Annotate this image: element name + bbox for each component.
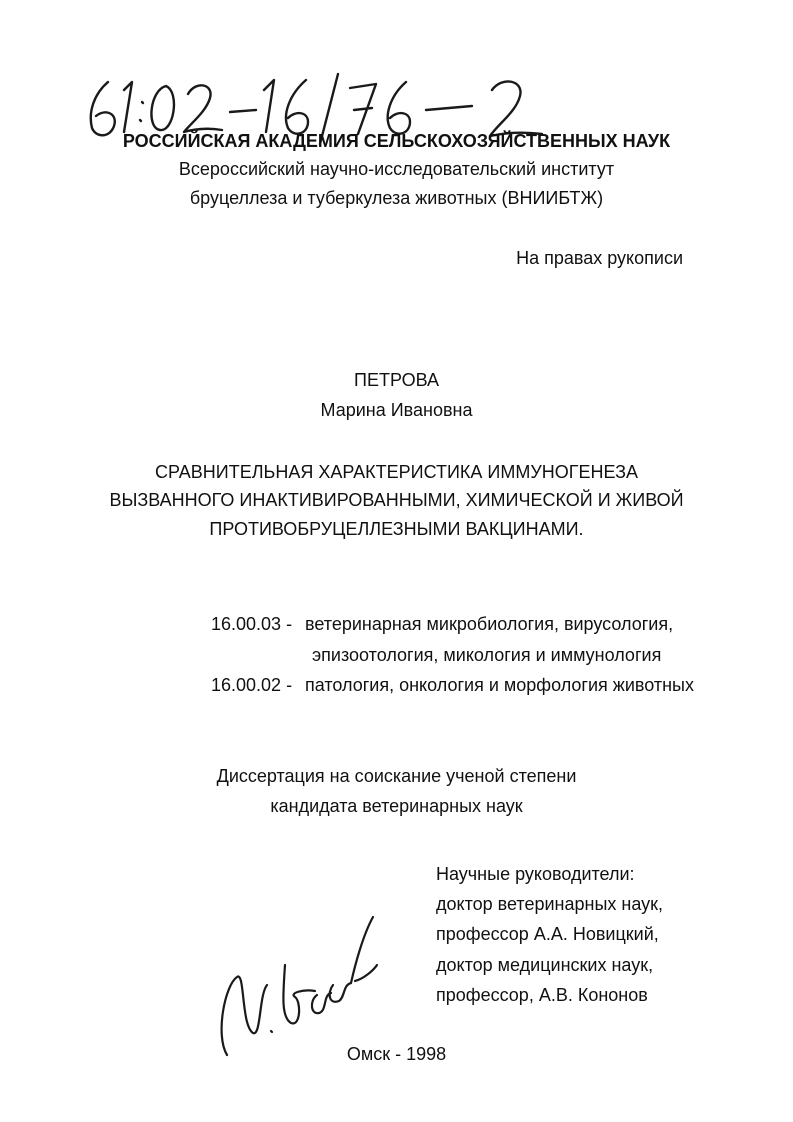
degree-line2: кандидата ветеринарных наук [270,796,523,816]
handwritten-signature [205,905,380,1065]
specialty-name-2: патология, онкология и морфология животных [305,675,694,695]
author-given-names: Марина Ивановна [320,400,473,420]
specialty-name-1-line1: ветеринарная микробиология, вирусология, [305,614,674,634]
supervisors-heading: Научные руководители: [436,864,635,884]
supervisor-line-4: профессор, А.В. Кононов [436,985,648,1005]
institute-name-line2: бруцеллеза и туберкулеза животных (ВНИИБТЖ) [189,188,604,208]
degree-line1: Диссертация на соискание ученой степени [216,766,577,786]
author-surname: ПЕТРОВА [354,370,439,390]
dissertation-title-line3: ПРОТИВОБРУЦЕЛЛЕЗНЫМИ ВАКЦИНАМИ. [209,519,584,539]
city-and-year: Омск - 1998 [346,1044,447,1064]
academy-name: РОССИЙСКАЯ АКАДЕМИЯ СЕЛЬСКОХОЗЯЙСТВЕННЫХ НАУК [122,131,671,151]
specialty-code-2: 16.00.02 - [211,675,293,695]
specialty-name-1-line2: эпизоотология, микология и иммунология [312,645,662,665]
supervisor-line-2: профессор А.А. Новицкий, [436,924,659,944]
manuscript-rights-note: На правах рукописи [516,248,683,268]
specialty-code-1: 16.00.03 - [211,614,293,634]
supervisor-line-3: доктор медицинских наук, [436,955,654,975]
institute-name-line1: Всероссийский научно-исследовательский институт [178,159,615,179]
supervisor-line-1: доктор ветеринарных наук, [436,894,664,914]
dissertation-title-line2: ВЫЗВАННОГО ИНАКТИВИРОВАННЫМИ, ХИМИЧЕСКОЙ И ЖИВОЙ [109,490,684,510]
dissertation-title-line1: СРАВНИТЕЛЬНАЯ ХАРАКТЕРИСТИКА ИММУНОГЕНЕЗА [154,462,639,482]
